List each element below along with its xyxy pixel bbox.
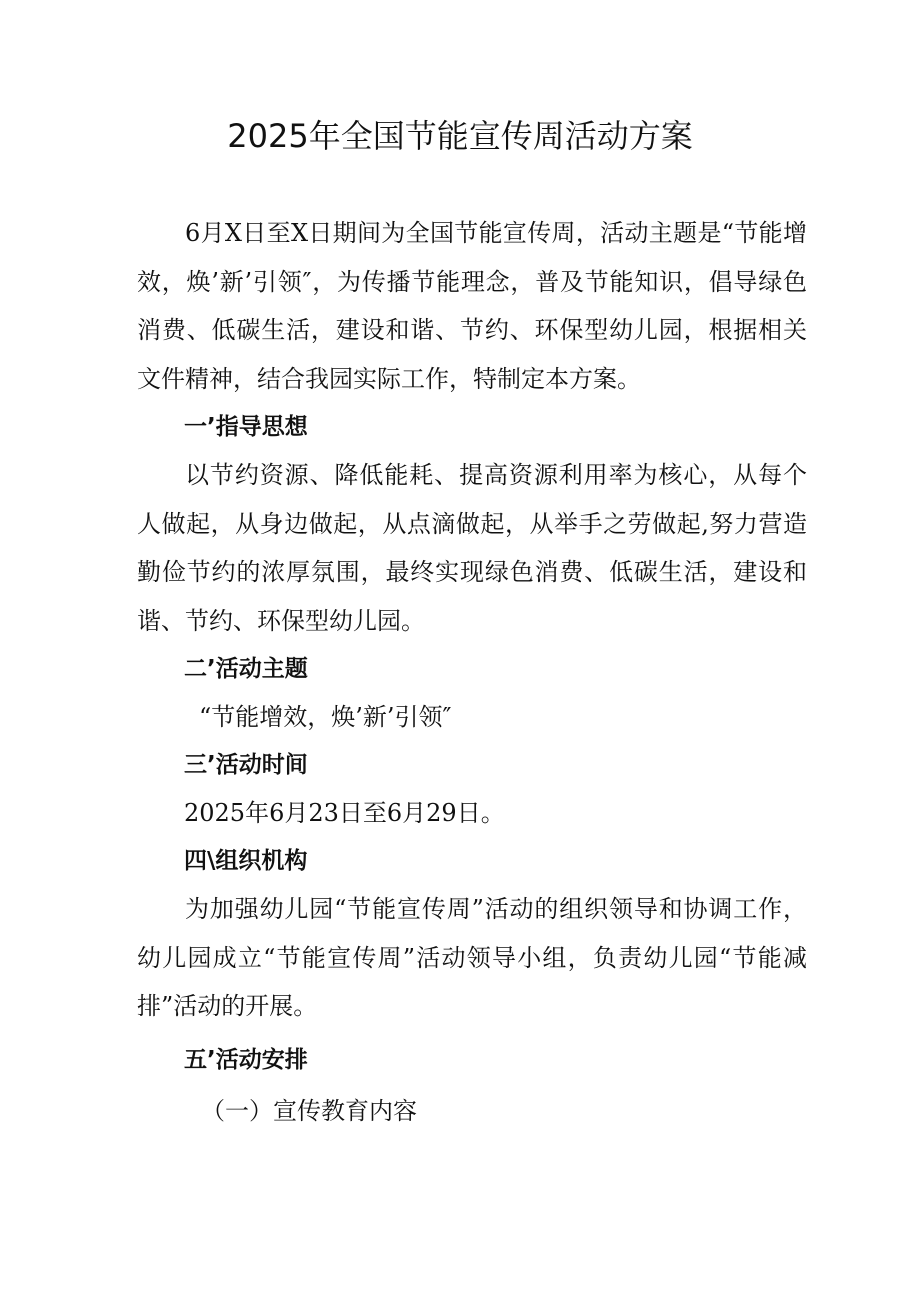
section-heading-arrangement: 五’活动安排: [184, 1047, 308, 1073]
section-heading-time: 三’活动时间: [184, 752, 308, 778]
intro-paragraph: 6月X日至X日期间为全国节能宣传周，活动主题是“节能增效，焕’新’引领″，为传播节能理念，普及节能知识，倡导绿色消费、低碳生活，建设和谐、节约、环保型幼儿园，根据相关文件精神，结合我园实际工作，特制定本方案。: [137, 219, 807, 393]
section-heading-organization: 四\组织机构: [184, 848, 308, 874]
subsection-publicity-content: （一）宣传教育内容: [201, 1097, 417, 1125]
section-heading-guiding: 一’指导思想: [184, 414, 308, 440]
guiding-paragraph: 以节约资源、降低能耗、提高资源利用率为核心，从每个人做起，从身边做起，从点滴做起，从举手之劳做起,努力营造勤俭节约的浓厚氛围，最终实现绿色消费、低碳生活，建设和谐、节约、环保型幼儿园。: [137, 461, 807, 635]
document-title: 2025年全国节能宣传周活动方案: [227, 117, 693, 155]
organization-paragraph: 为加强幼儿园“节能宣传周”活动的组织领导和协调工作，幼儿园成立“节能宣传周”活动领导小组，负责幼儿园“节能减排”活动的开展。: [137, 895, 807, 1020]
time-text: 2025年6月23日至6月29日。: [184, 799, 505, 827]
theme-text: “节能增效，焕’新’引领″: [199, 703, 452, 731]
section-heading-theme: 二’活动主题: [184, 656, 308, 682]
